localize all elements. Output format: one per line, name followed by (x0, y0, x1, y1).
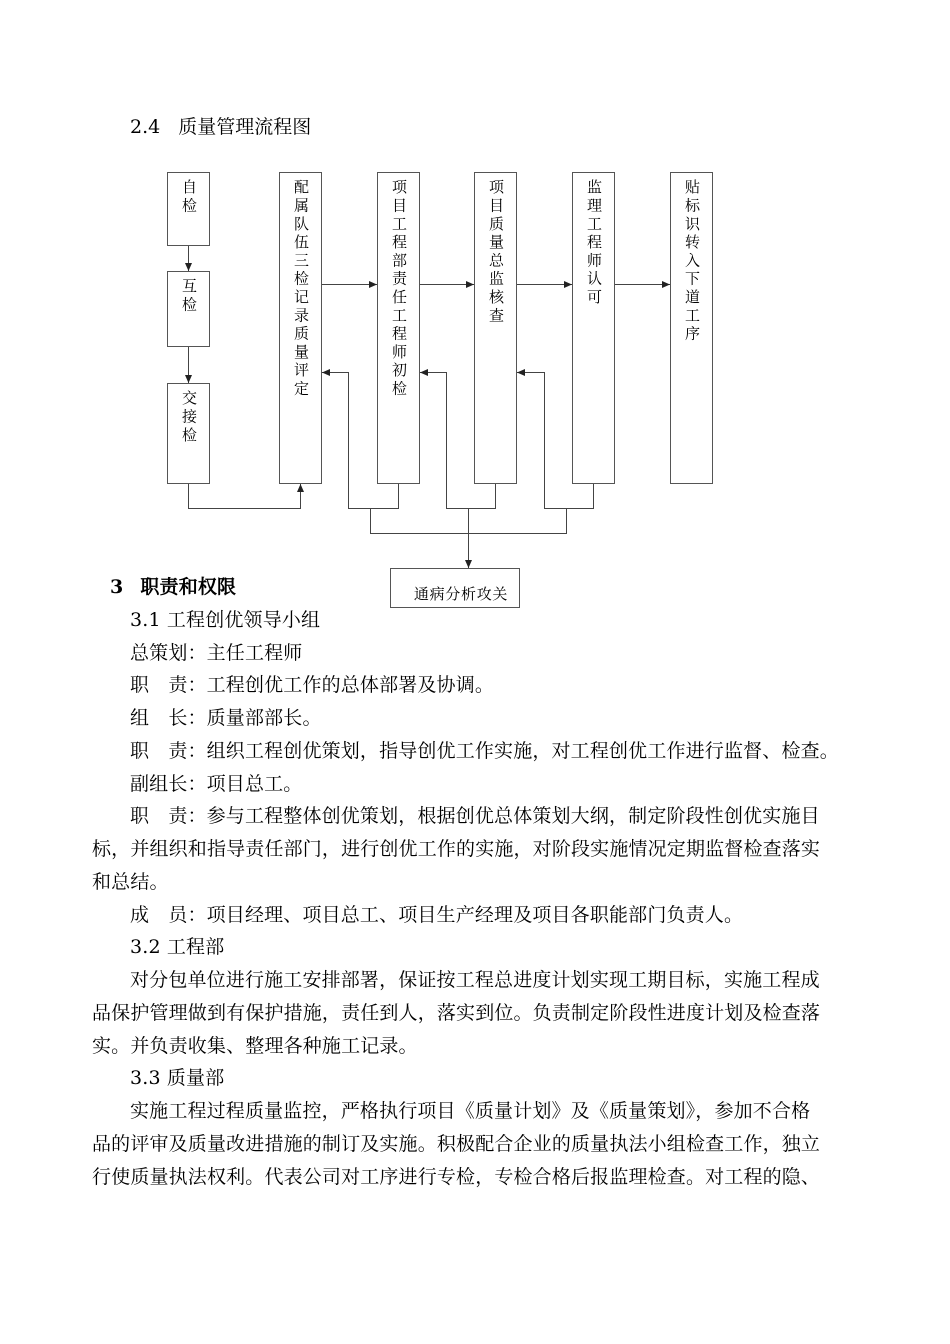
box-director-review-label: 项目质量总监核查 (487, 179, 505, 326)
deputy-leader-line: 副组长：项目总工。 (130, 772, 303, 795)
chief-planner-duty-line: 职 责：工程创优工作的总体部署及协调。 (130, 674, 495, 697)
deputy-leader-duty-line-3: 和总结。 (92, 870, 169, 893)
subsection-3-1-heading: 3.1 工程创优领导小组 (130, 608, 321, 631)
box-handover-check-label: 交接检 (180, 390, 198, 445)
box-label-next-process-label: 贴标识转入下道工序 (683, 179, 701, 344)
box-supervisor-approval-label: 监理工程师认可 (585, 179, 603, 308)
box-director-review (474, 172, 517, 484)
section-3-number: 3 (110, 576, 124, 598)
quality-dept-line-1: 实施工程过程质量监控，严格执行项目《质量计划》及《质量策划》，参加不合格 (130, 1100, 811, 1123)
section-3-title: 职责和权限 (140, 576, 237, 598)
box-team-record-label: 配属队伍三检记录质量评定 (292, 179, 310, 399)
box-engineer-check (377, 172, 420, 484)
group-leader-duty-line: 职 责：组织工程创优策划，指导创优工作实施，对工程创优工作进行监督、检查。 (130, 739, 839, 762)
flowchart-section-number: 2.4 (130, 116, 161, 138)
group-leader-line: 组 长：质量部部长。 (130, 707, 322, 730)
box-team-record (279, 172, 322, 484)
box-label-next-process (670, 172, 713, 484)
box-defect-analysis-label: 通病分析攻关 (413, 585, 509, 603)
arrow-handover-check-to-team-record (189, 484, 301, 509)
quality-dept-line-2: 品的评审及质量改进措施的制订及实施。积极配合企业的质量执法小组检查工作，独立 (92, 1133, 821, 1156)
deputy-leader-duty-line-1: 职 责：参与工程整体创优策划，根据创优总体策划大纲，制定阶段性创优实施目 (130, 805, 820, 828)
chief-planner-line: 总策划：主任工程师 (130, 641, 303, 664)
box-mutual-check-label: 互检 (180, 278, 198, 315)
box-self-check-label: 自检 (180, 179, 198, 216)
section-3 (92, 571, 839, 1194)
flowchart-title (130, 111, 311, 143)
deputy-leader-duty-line-2: 标，并组织和指导责任部门，进行创优工作的实施，对阶段实施情况定期监督检查落实 (92, 838, 821, 861)
engineering-dept-line-1: 对分包单位进行施工安排部署，保证按工程总进度计划实现工期目标，实施工程成 (130, 969, 820, 992)
section-3-heading (92, 571, 839, 604)
engineering-dept-line-3: 实。并负责收集、整理各种施工记录。 (92, 1034, 418, 1057)
subsection-3-2-heading: 3.2 工程部 (130, 936, 225, 959)
box-self-check (167, 172, 210, 246)
box-handover-check (167, 383, 210, 484)
quality-dept-line-3: 行使质量执法权利。代表公司对工序进行专检，专检合格后报监理检查。对工程的隐、 (92, 1165, 821, 1188)
box-engineer-check-label: 项目工程部责任工程师初检 (390, 179, 408, 399)
box-supervisor-approval (572, 172, 615, 484)
flowchart-title-text: 质量管理流程图 (178, 116, 312, 138)
engineering-dept-line-2: 品保护管理做到有保护措施，责任到人，落实到位。负责制定阶段性进度计划及检查落 (92, 1001, 821, 1024)
connector-return-paths-join (371, 509, 567, 534)
subsection-3-3-heading: 3.3 质量部 (130, 1067, 225, 1090)
box-mutual-check (167, 271, 210, 347)
members-line: 成 员：项目经理、项目总工、项目生产经理及项目各职能部门负责人。 (130, 903, 744, 926)
